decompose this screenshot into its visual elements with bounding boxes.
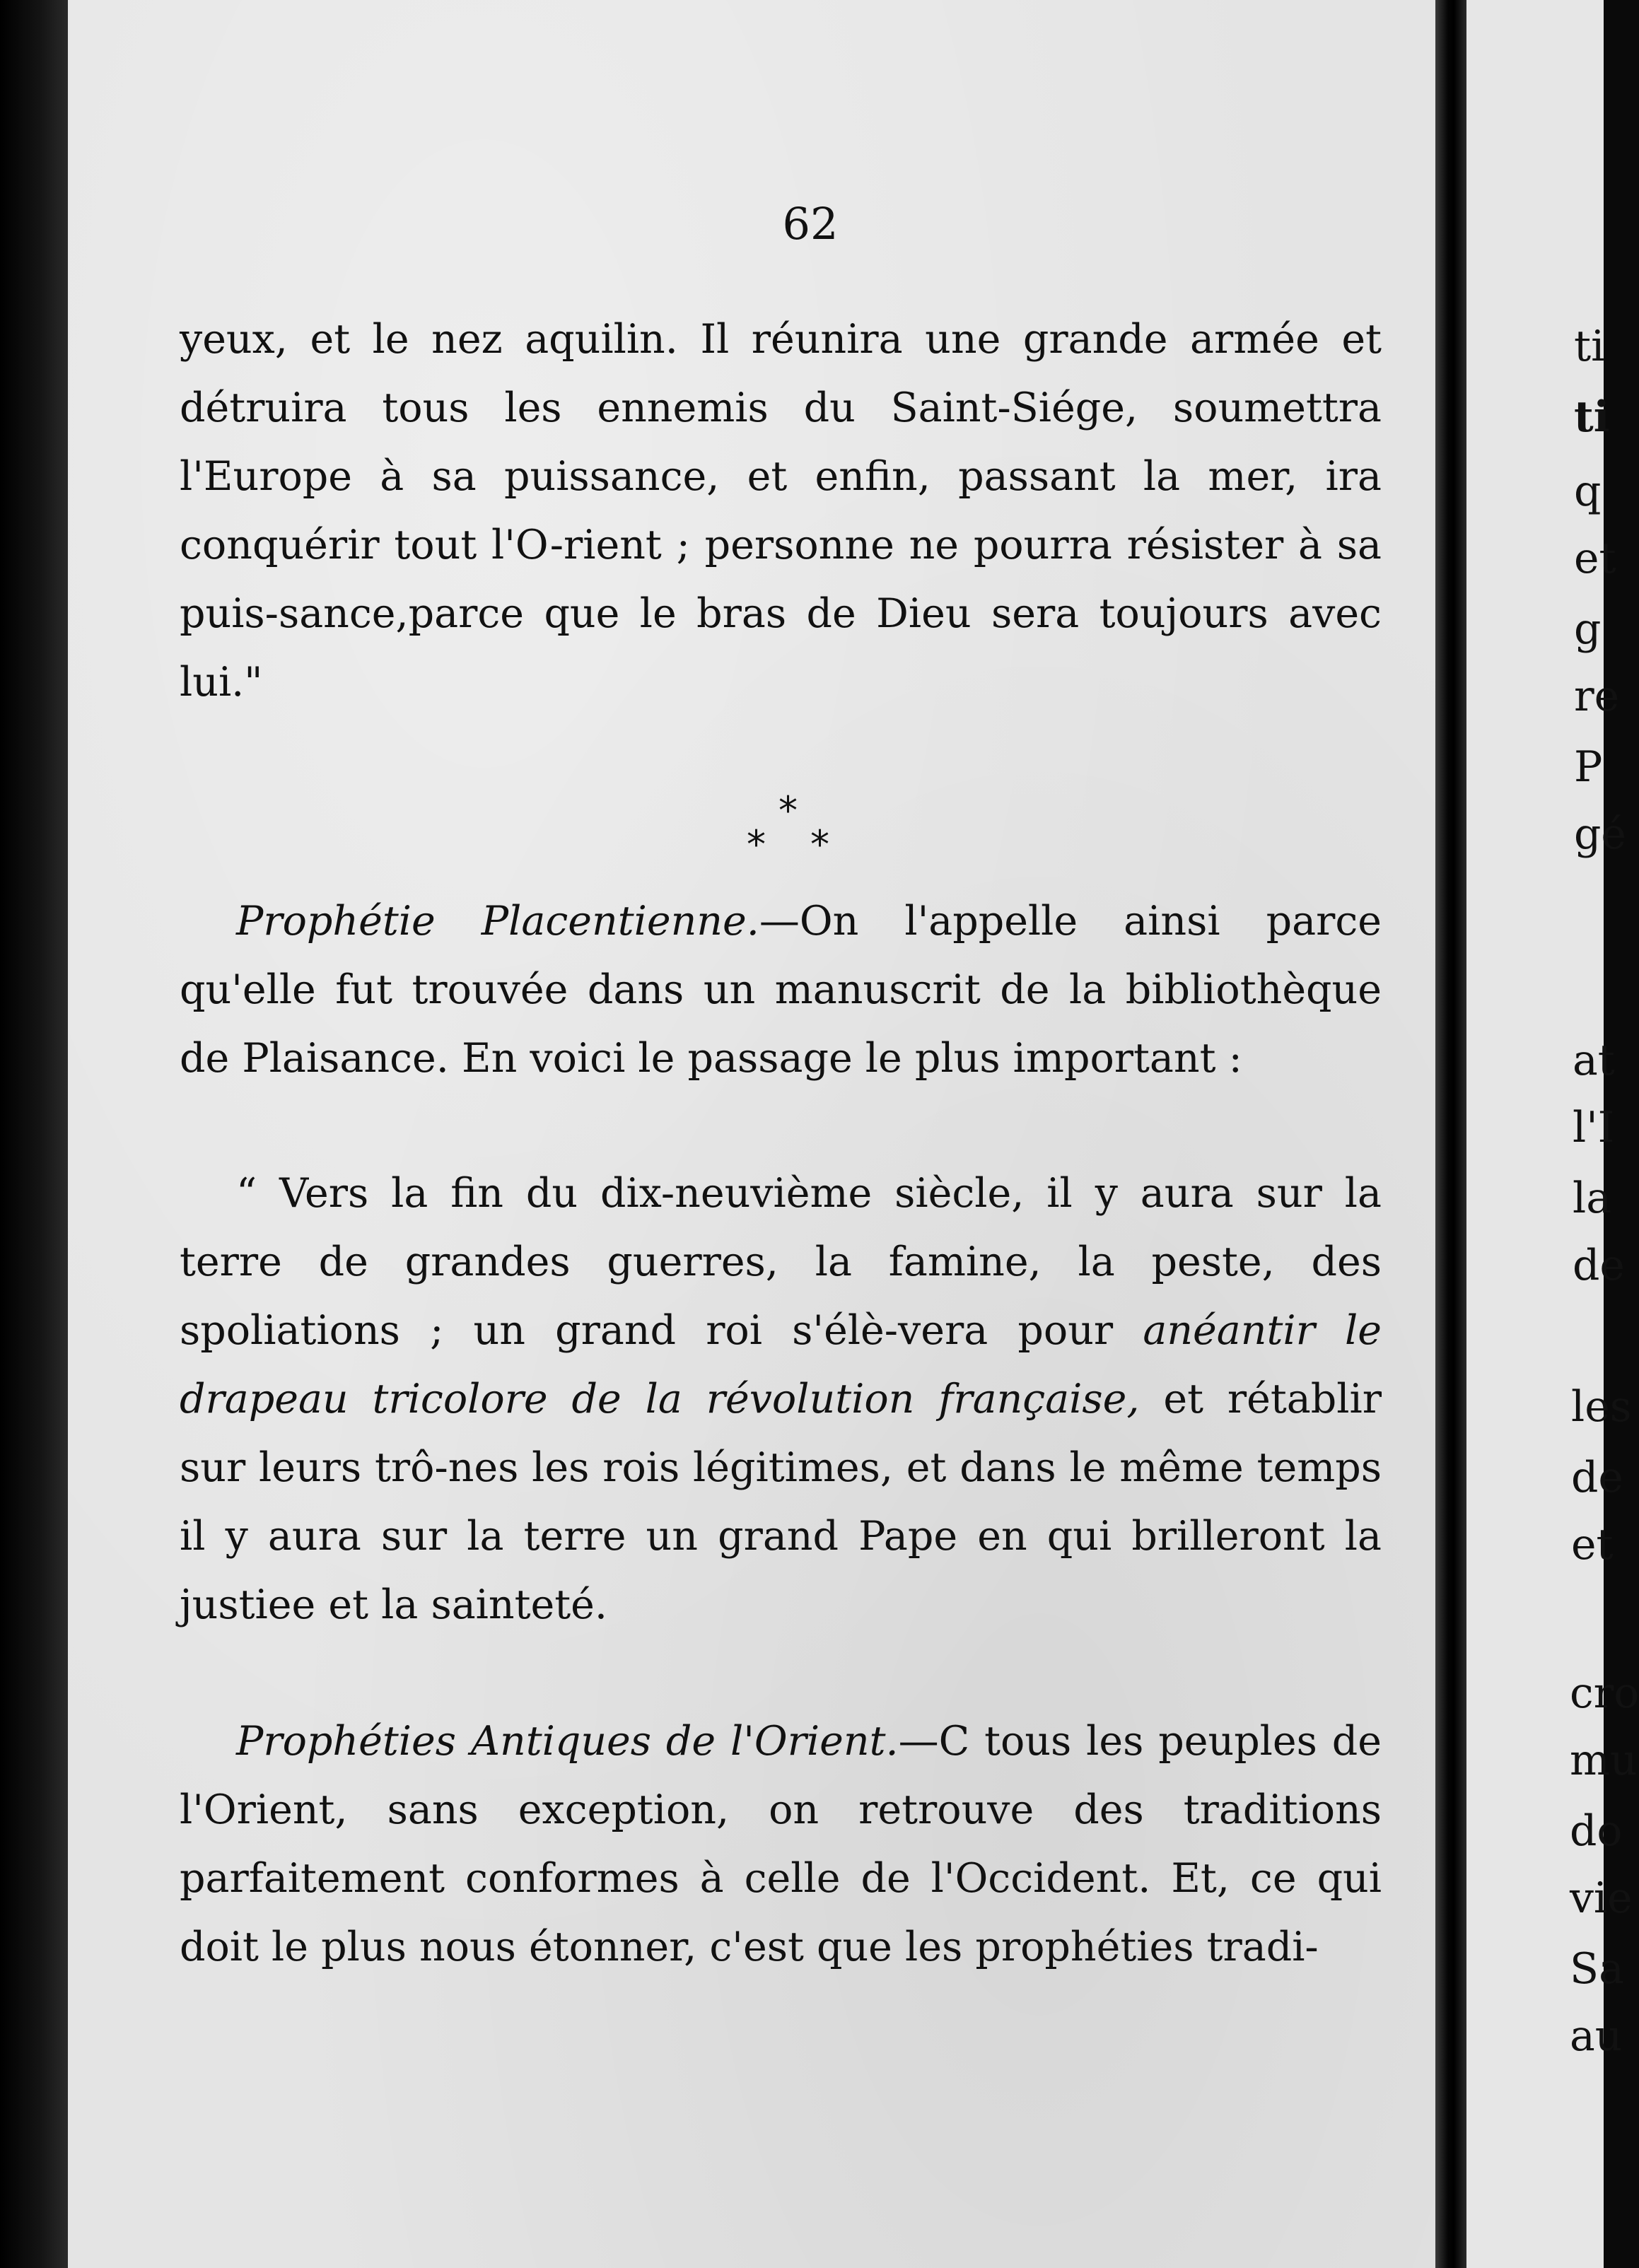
section-title-orient: Prophéties Antiques de l'Orient. [236,1718,899,1765]
next-page-fragment: l'I [1573,1103,1615,1152]
paragraph-2-text: —On l'appelle ainsi parce qu'elle fut trouvée dans un manuscrit de la bibliothèque de Plaisance. En voici le passage le plus important : [180,898,1382,1082]
next-page-fragment: Sa [1570,1944,1624,1994]
book-edge-left [0,0,68,2268]
next-page-fragment: et [1571,1520,1614,1570]
page-number: 62 [782,198,839,250]
asterism-separator [747,788,853,877]
next-page-fragment: mu [1570,1736,1638,1785]
paragraph-1 [180,305,1382,717]
paragraph-prophetie-placentienne [180,887,1382,1093]
next-page-fragment: ti [1574,322,1605,371]
next-page-fragment: les [1571,1382,1632,1432]
asterism-star-left: * [747,822,766,867]
next-page-fragment: do [1570,1806,1623,1856]
next-page-fragment: la [1573,1174,1611,1223]
next-page-fragment: et [1574,534,1616,583]
next-page-edge [1466,0,1639,2268]
quote-emphasis: anéantir le drapeau tricolore de la révolution française, [180,1307,1382,1422]
next-page-fragment: re [1574,672,1620,721]
paragraph-4-text: —C tous les peuples de l'Orient, sans exception, on retrouve des traditions parfaitement conformes à celle de l'Occident. Et, ce qui doit le plus nous étonner, c'est que les prophéties tradi- [180,1718,1382,1970]
next-page-fragment: P [1574,742,1603,792]
next-page-fragment: gé [1574,809,1626,859]
next-page-fragment: ti [1574,392,1610,442]
book-gutter [1435,0,1466,2268]
paragraph-quote [180,1159,1382,1639]
quote-start: “ Vers la fin du dix-neuvième siècle, il y aura sur la terre de grandes guerres, la famine, la peste, des spoliations ; un grand roi s'élè-vera pour [180,1170,1382,1354]
next-page-fragment: au [1570,2011,1623,2061]
next-page-fragment: cro [1570,1668,1639,1718]
next-page-fragment: de [1571,1453,1623,1502]
next-page-fragment: de [1573,1241,1625,1290]
next-page-fragment: at [1573,1036,1615,1085]
asterism-star-top: * [778,788,798,833]
next-page-fragment: q [1574,467,1602,516]
next-page-fragment: vie [1570,1874,1633,1923]
asterism-star-right: * [810,822,829,867]
section-title-placentienne: Prophétie Placentienne. [236,898,759,945]
quote-end: et rétablir sur leurs trô-nes les rois légitimes, et dans le même temps il y aura sur la terre un grand Pape en qui brilleront la justiee et la sainteté. [180,1376,1382,1628]
paragraph-1-text: yeux, et le nez aquilin. Il réunira une grande armée et détruira tous les ennemis du Saint-Siége, soumettra l'Europe à sa puissance, et enfin, passant la mer, ira conquérir tout l'O-rient ; personne ne pourra résister à sa puis-sance,parce que le bras de Dieu sera toujours avec lui." [180,316,1382,706]
next-page-fragment: g [1574,604,1602,654]
paragraph-propheties-orient [180,1707,1382,1982]
page-62 [68,0,1455,2268]
